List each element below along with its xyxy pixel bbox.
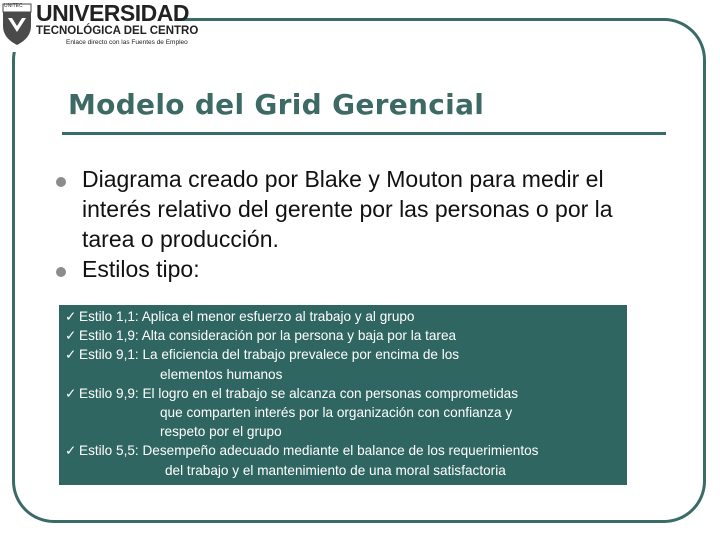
logo-subtitle: TECNOLÓGICA DEL CENTRO <box>36 25 199 37</box>
check-icon: ✓ <box>65 347 77 363</box>
style-item <box>65 441 621 479</box>
bullet-item <box>54 164 654 254</box>
style-line: respeto por el grupo <box>160 424 282 440</box>
bullet-text: Estilos tipo: <box>82 256 200 282</box>
style-line: Estilo 9,1: La eficiencia del trabajo prevalece por encima de los <box>79 347 460 363</box>
bullet-text: Diagrama creado por Blake y Mouton para medir el interés relativo del gerente por las personas o por la tarea o producción. <box>82 166 613 252</box>
style-line: Estilo 5,5: Desempeño adecuado mediante el balance de los requerimientos <box>79 443 539 459</box>
check-icon: ✓ <box>65 328 77 344</box>
bullet-list <box>54 164 654 284</box>
style-line: elementos humanos <box>160 366 283 382</box>
check-icon: ✓ <box>65 309 77 324</box>
style-line: Estilo 9,9: El logro en el trabajo se alcanza con personas comprometidas <box>79 385 519 401</box>
style-item <box>65 326 621 345</box>
style-line: que comparten interés por la organización con confianza y <box>160 405 513 421</box>
style-line: Estilo 1,9: Alta consideración por la persona y baja por la tarea <box>79 328 457 344</box>
logo-title: UNIVERSIDAD <box>36 0 189 26</box>
check-icon: ✓ <box>65 385 77 401</box>
style-item <box>65 345 621 383</box>
style-line: del trabajo y el mantenimiento de una moral satisfactoria <box>165 462 506 478</box>
bullet-item <box>54 254 654 284</box>
style-item <box>65 384 621 442</box>
bullet-dot-icon <box>56 177 66 187</box>
style-line: Estilo 1,1: Aplica el menor esfuerzo al trabajo y al grupo <box>79 309 415 324</box>
logo-badge: UNITEC <box>4 3 23 9</box>
logo-tagline: Enlace directo con las Fuentes de Empleo <box>66 39 188 46</box>
check-icon: ✓ <box>65 443 77 459</box>
title-underline <box>62 132 666 135</box>
styles-box <box>59 305 627 485</box>
style-item <box>65 307 621 326</box>
bullet-dot-icon <box>56 267 66 277</box>
slide-title: Modelo del Grid Gerencial <box>68 88 485 121</box>
university-logo <box>0 0 199 52</box>
